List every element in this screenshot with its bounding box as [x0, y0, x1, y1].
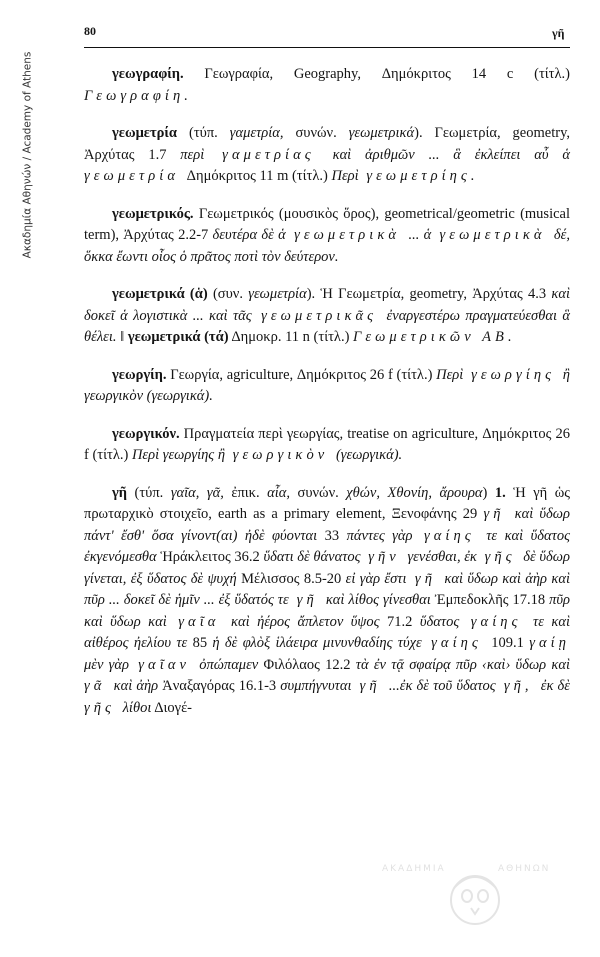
- spaced-quote: γεωμετρία: [84, 168, 187, 184]
- entry-text: Διογέ-: [151, 699, 193, 716]
- italic-form: γαῖα, γᾶ,: [170, 484, 224, 501]
- entry-geographie: [84, 64, 570, 107]
- spaced-quote: γαίῃ: [529, 635, 570, 651]
- watermark-text-right: ΑΘΗΝΩΝ: [498, 864, 551, 874]
- entry-text: Φιλόλαος 12.2: [258, 656, 356, 673]
- spaced-quote: γεωμετρικὰ: [431, 227, 554, 243]
- headword: γῆ: [112, 484, 128, 501]
- entry-text: 109.1: [491, 635, 530, 651]
- archive-label-text: Ακαδημία Αθηνών / Academy of Athens: [21, 51, 34, 259]
- italic-quote: καὶ ἠέρος ἄπλετον ὕψος: [231, 613, 380, 630]
- italic-quote: δὲ ὕδωρ γίνεται, ἐξ ὕδατος δὲ ψυχή: [84, 549, 570, 587]
- academy-watermark: [350, 858, 580, 938]
- running-head: γῆ: [552, 26, 565, 40]
- italic-quote: καὶ ὕδωρ πάντ' ἔσθ' ὅσα γίνοντ(αι) ἠδὲ φύονται: [84, 506, 570, 544]
- entry-geometrikos: [84, 204, 570, 269]
- entry-georgikon: [84, 424, 570, 467]
- spaced-quote: γαίης: [421, 635, 492, 651]
- italic-quote: συμπήγνυται: [280, 678, 352, 694]
- entry-text: ἐπικ.: [223, 484, 268, 501]
- spaced-quote: γῆ,: [495, 678, 541, 694]
- spaced-quote: γαίης: [412, 527, 487, 544]
- italic-quote: Περὶ: [436, 366, 464, 383]
- spaced-quote: γᾶ: [84, 678, 114, 694]
- italic-quote: καὶ δοκεῖ ἁ λογιστικὰ ... καὶ τᾶς: [84, 286, 570, 324]
- italic-quote: τε καὶ ὕδατος ἐκγενόμεσθα: [84, 527, 570, 565]
- entry-geometrika: [84, 284, 570, 349]
- italic-form: γεωμετρία: [248, 286, 307, 302]
- italic-quote: εἰ γὰρ ἔστι: [345, 570, 407, 587]
- italic-quote: Περὶ: [331, 168, 359, 184]
- spaced-quote: γαίης: [459, 613, 534, 630]
- italic-form: γεωμετρικά: [348, 125, 415, 141]
- spaced-quote: Γεωμετρικῶν ΑΒ.: [353, 329, 516, 345]
- italic-quote: καὶ ἀὴρ: [113, 678, 159, 694]
- italic-form: γαμετρία,: [229, 125, 284, 141]
- entry-text: Ἡ γῆ ὡς πρωταρχικὸ στοιχεῖο, earth as a primary element, Ξενοφάνης 29: [84, 484, 570, 522]
- italic-quote: περὶ: [180, 146, 205, 163]
- headword: γεωργικόν.: [112, 425, 180, 442]
- italic-form: αἶα,: [267, 484, 290, 501]
- entry-text: 33: [317, 527, 347, 544]
- dictionary-page-body: [84, 64, 570, 719]
- spaced-quote: γεωμετρικᾶς: [251, 307, 387, 324]
- italic-quote: ...ἐκ δὲ τοῦ ὕδατος: [388, 678, 496, 694]
- entry-text: Γεωγραφία, Geography, Δημόκριτος 14 c (τίτλ.): [183, 66, 570, 82]
- header-rule: [84, 47, 570, 48]
- italic-quote: ἐκ δὲ: [540, 678, 570, 694]
- italic-quote: καὶ ἀριθμῶν ... ἃ ἐκλείπει αὖ ἁ: [332, 146, 570, 163]
- page-number: 80: [84, 24, 96, 38]
- italic-quote: ὕδατος: [419, 613, 460, 630]
- italic-quote: Περὶ γεωργίης ἢ: [131, 447, 226, 463]
- italic-quote: (γεωργικά).: [335, 447, 403, 463]
- italic-quote: δευτέρα δὲ ἁ: [212, 227, 286, 243]
- entry-text: Ἐμπεδοκλῆς 17.18: [430, 592, 550, 608]
- italic-quote: ἡ δὲ φλὸξ ἱλάειρα μινυνθαδίης τύχε: [212, 635, 422, 651]
- archive-sidebar-label: [20, 30, 34, 280]
- headword: γεωμετρία: [112, 125, 178, 141]
- italic-quote: καὶ ὕδωρ καὶ ἀὴρ καὶ πῦρ ... δοκεῖ δὲ ἡμῖν ... ἐξ ὕδατός τε: [84, 570, 570, 608]
- spaced-quote: γεωμετρικὰ: [285, 227, 409, 243]
- entry-text: (τύπ.: [127, 484, 171, 501]
- entry-text: Ἡράκλειτος 36.2: [156, 549, 264, 565]
- spaced-quote: γεωργικὸν: [225, 447, 336, 463]
- italic-quote: λίθοι: [122, 699, 152, 716]
- entry-ge: [84, 483, 570, 720]
- spaced-quote: γῆς: [476, 549, 524, 565]
- italic-quote: τὰ ἐν τᾷ σφαίρᾳ πῦρ ‹καὶ› ὕδωρ καὶ: [355, 656, 570, 673]
- entry-georgie: [84, 365, 570, 408]
- headword: γεωμετρικός.: [112, 205, 194, 222]
- italic-quote: ὕδατι δὲ θάνατος: [263, 549, 361, 565]
- spaced-quote: γαῖα: [166, 613, 231, 630]
- entry-text: (συν.: [207, 286, 249, 302]
- entry-text: συνών.: [283, 125, 349, 141]
- italic-quote: ἐναργεστέρω πραγματεύεσθαι ἃ θέλει.: [84, 307, 570, 345]
- spaced-quote: γῆ: [406, 570, 445, 587]
- entry-text: 85: [187, 635, 213, 651]
- italic-quote: ... ἁ: [408, 227, 432, 243]
- italic-quote: ἢ γεωργικὸν (γεωργικά).: [84, 366, 570, 404]
- italic-quote: πάντες γὰρ: [346, 527, 413, 544]
- italic-quote: πῦρ καὶ ὕδωρ καὶ: [84, 592, 570, 630]
- entry-text: 71.2: [379, 613, 420, 630]
- spaced-quote: γῆ: [351, 678, 389, 694]
- headword: γεωμετρικά (ἁ): [112, 286, 208, 302]
- entry-text: Γεωργία, agriculture, Δημόκριτος 26 f (τίτλ.): [166, 366, 437, 383]
- spaced-quote: γῆ: [483, 506, 515, 522]
- spaced-quote: γαμετρίας: [204, 146, 333, 163]
- entry-geometria: [84, 123, 570, 188]
- headword: γεωγραφίη.: [112, 66, 184, 82]
- entry-text: Μέλισσος 8.5-20: [236, 570, 346, 587]
- italic-quote: μὲν γὰρ: [84, 656, 129, 673]
- entry-text: Γεωμετρικός (μουσικὸς ὅρος), geometrical/geometric (musical term), Ἀρχύτας 2.2-7: [84, 205, 570, 243]
- entry-text: Ἀναξαγόρας 16.1-3: [158, 678, 281, 694]
- spaced-quote: γεωμετρίης.: [358, 168, 479, 184]
- spaced-quote: Γεωγραφίη.: [84, 87, 192, 104]
- italic-quote: ὀπώπαμεν: [199, 656, 259, 673]
- entry-text: (τύπ.: [177, 125, 230, 141]
- sub-headword: γεωμετρικά (τά): [127, 329, 229, 345]
- sense-number: 1.: [494, 484, 506, 501]
- headword: γεωργίη.: [112, 366, 167, 383]
- entry-text: Δημόκριτος 11 m (τίτλ.): [186, 168, 332, 184]
- entry-text: ). Ἡ Γεωμετρία, geometry, Ἀρχύτας 4.3: [306, 286, 552, 302]
- watermark-text-left: ΑΚΑΔΗΜΙΑ: [382, 864, 446, 874]
- entry-text: Πραγματεία περὶ γεωργίας, treatise on agriculture, Δημόκριτος 26 f (τίτλ.): [84, 425, 570, 463]
- italic-quote: καὶ λίθος γίνεσθαι: [325, 592, 431, 608]
- italic-form: χθών, Χθονίη, ἄρουρα: [346, 484, 483, 501]
- spaced-quote: γῆς: [84, 699, 123, 716]
- italic-quote: γενέσθαι, ἐκ: [407, 549, 477, 565]
- entry-text: συνών.: [290, 484, 347, 501]
- entry-text: ). Γεωμετρία, geometry, Ἀρχύτας 1.7: [84, 125, 571, 163]
- spaced-quote: γῆ: [288, 592, 326, 608]
- entry-text: Δημοκρ. 11 n (τίτλ.): [228, 329, 354, 345]
- spaced-quote: γῆν: [360, 549, 408, 565]
- italic-quote: δέ, ὅκκα ἔωντι οἷος ὁ πρᾶτος ποτὶ τὸν δεύτερον.: [84, 227, 570, 265]
- spaced-quote: γαῖαν: [128, 656, 200, 673]
- entry-text: ): [482, 484, 495, 501]
- entry-separator: ‖: [116, 329, 128, 345]
- spaced-quote: γεωργίης: [463, 366, 563, 383]
- italic-quote: τε καὶ αἰθέρος ἠελίου τε: [84, 613, 571, 651]
